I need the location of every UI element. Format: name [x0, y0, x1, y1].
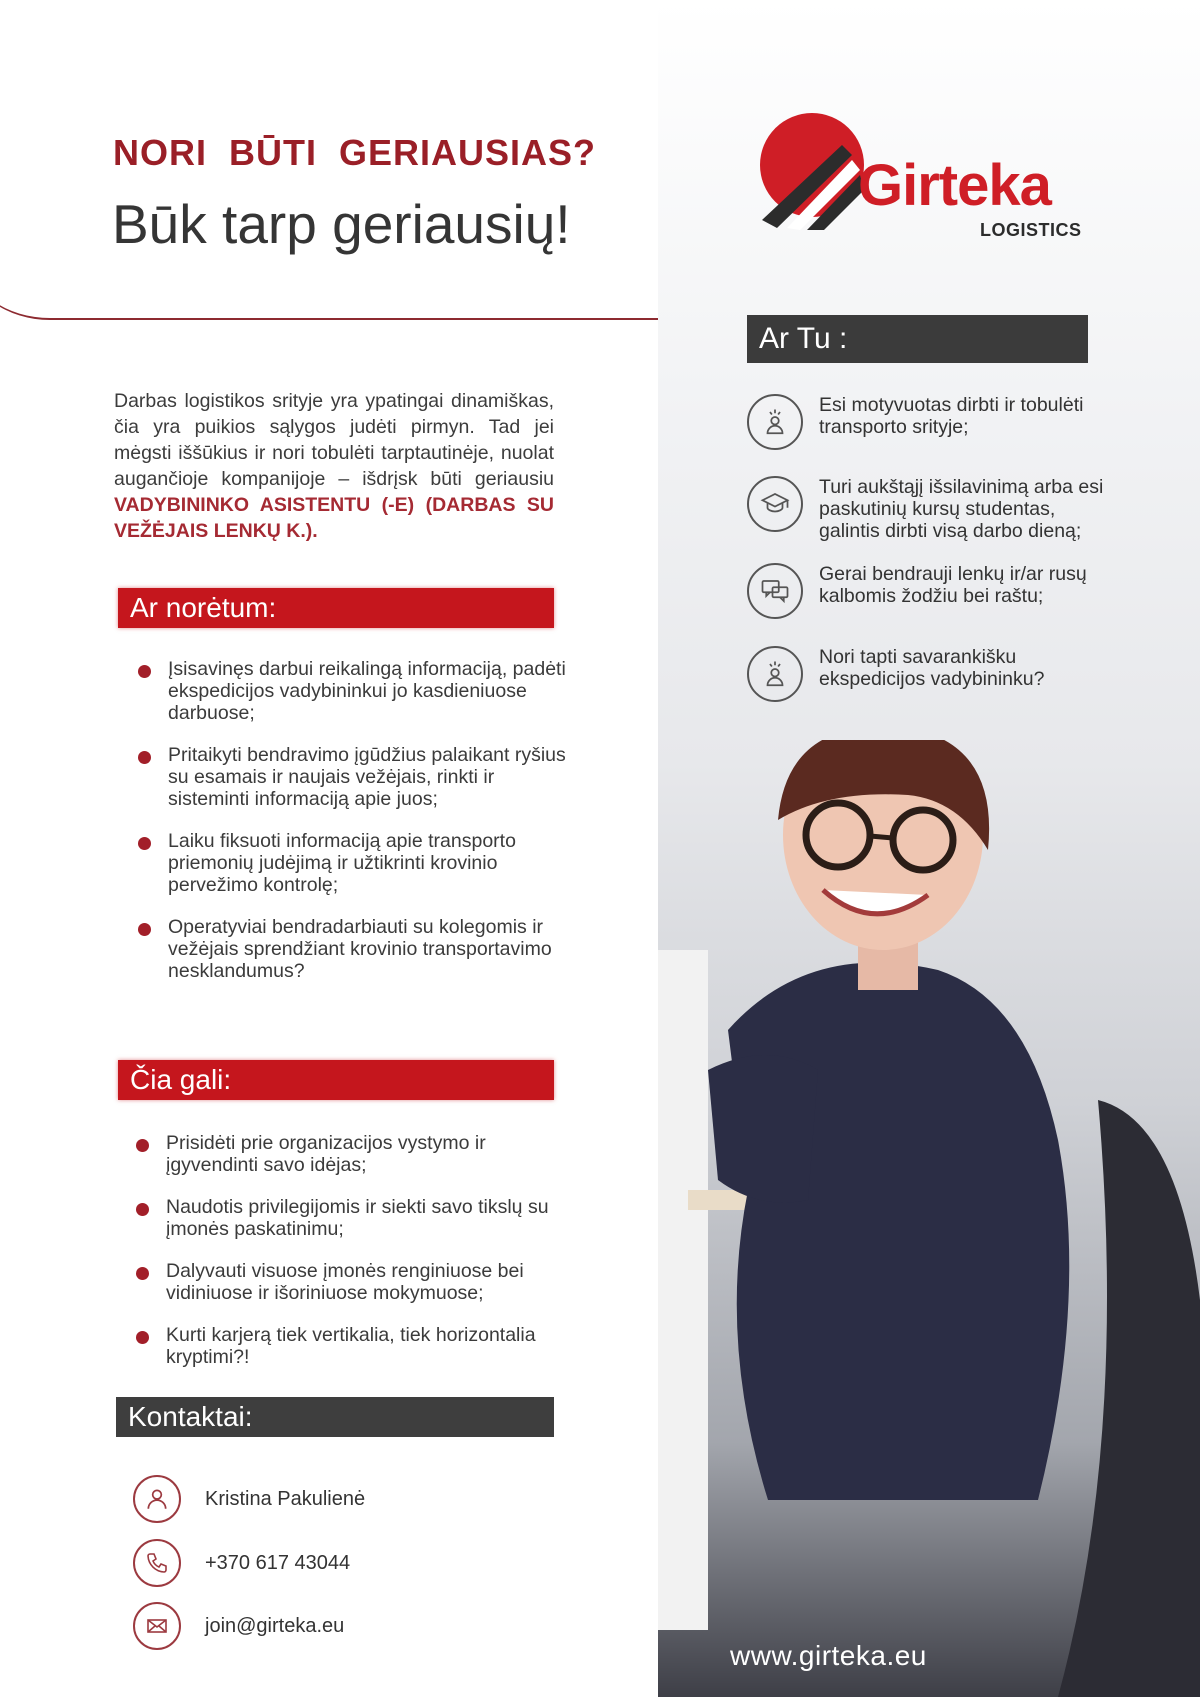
- bullet-dot-icon: [136, 1267, 149, 1280]
- contact-email[interactable]: join@girteka.eu: [205, 1614, 345, 1637]
- list-item-text: Operatyviai bendradarbiauti su kolegomis ir vežėjais sprendžiant krovinio transportavimo nesklandumus?: [168, 916, 552, 982]
- motivated-person-icon: [747, 394, 803, 450]
- list-item-text: Laiku fiksuoti informaciją apie transporto priemonių judėjimą ir užtikrinti krovinio pervežimo kontrolę;: [168, 830, 516, 896]
- right-panel: [658, 0, 1200, 1697]
- logo-subtitle: LOGISTICS: [980, 220, 1082, 240]
- would-like-list: [138, 658, 578, 982]
- logo-emblem-icon: [752, 110, 872, 230]
- phone-icon: [133, 1539, 181, 1587]
- list-item: [138, 658, 578, 724]
- girteka-logo: [752, 110, 1092, 250]
- list-item-text: Įsisavinęs darbui reikalingą informaciją, padėti ekspedicijos vadybininkui jo kasdieniuose darbuose;: [168, 658, 566, 724]
- section-title-here-you-can: Čia gali:: [118, 1060, 554, 1100]
- are-you-item-text: Nori tapti savarankišku ekspedicijos vadybininku?: [819, 646, 1045, 690]
- contact-phone-row: [133, 1539, 350, 1587]
- chat-bubbles-icon: [747, 563, 803, 619]
- are-you-item: [747, 646, 1109, 702]
- list-item: [138, 744, 578, 810]
- are-you-item-text: Gerai bendrauji lenkų ir/ar rusų kalbomis žodžiu bei raštu;: [819, 563, 1087, 607]
- woman-photo: [658, 740, 1200, 1697]
- mail-icon: [133, 1602, 181, 1650]
- graduation-cap-icon: [747, 476, 803, 532]
- list-item: [136, 1260, 576, 1304]
- person-icon: [133, 1475, 181, 1523]
- bullet-dot-icon: [136, 1331, 149, 1344]
- bullet-dot-icon: [138, 923, 151, 936]
- bullet-dot-icon: [138, 665, 151, 678]
- bullet-dot-icon: [136, 1139, 149, 1152]
- intro-paragraph: [114, 388, 554, 544]
- bullet-dot-icon: [138, 751, 151, 764]
- contact-name: Kristina Pakulienė: [205, 1487, 366, 1510]
- list-item-text: Kurti karjerą tiek vertikalia, tiek horizontalia kryptimi?!: [166, 1324, 536, 1368]
- intro-text: Darbas logistikos srityje yra ypatingai dinamiškas, čia yra puikios sąlygos judėti pirmyn. Tad jei mėgsti iššūkius ir nori tobulėti tarptautinėje, nuolat augančioje kompanijoje – išdrįsk būti geriausiu: [114, 390, 554, 490]
- contact-email-row: [133, 1602, 344, 1650]
- list-item: [138, 916, 578, 982]
- list-item: [136, 1196, 576, 1240]
- logo-wordmark: Girteka: [858, 153, 1051, 218]
- contact-phone[interactable]: +370 617 43044: [205, 1551, 351, 1574]
- section-title-would-like: Ar norėtum:: [118, 588, 554, 628]
- bullet-dot-icon: [136, 1203, 149, 1216]
- are-you-item: [747, 563, 1109, 619]
- headline-question: NORI BŪTI GERIAUSIAS?: [113, 132, 597, 173]
- list-item-text: Pritaikyti bendravimo įgūdžius palaikant ryšius su esamais ir naujais vežėjais, rinkti ir sisteminti informaciją apie juos;: [168, 744, 566, 810]
- are-you-item: [747, 394, 1109, 450]
- website-link[interactable]: www.girteka.eu: [730, 1640, 927, 1671]
- are-you-item: [747, 476, 1109, 542]
- here-you-can-list: [136, 1132, 576, 1368]
- list-item-text: Prisidėti prie organizacijos vystymo ir įgyvendinti savo idėjas;: [166, 1132, 486, 1176]
- section-title-are-you: Ar Tu :: [747, 315, 1088, 363]
- are-you-item-text: Esi motyvuotas dirbti ir tobulėti transporto srityje;: [819, 394, 1084, 438]
- list-item: [136, 1324, 576, 1368]
- are-you-item-text: Turi aukštąjį išsilavinimą arba esi paskutinių kursų studentas, galintis dirbti visą darbo dieną;: [819, 476, 1104, 542]
- list-item: [138, 830, 578, 896]
- headline-slogan: Būk tarp geriausių!: [112, 193, 571, 255]
- list-item: [136, 1132, 576, 1176]
- contact-person-row: [133, 1475, 365, 1523]
- motivated-person-icon: [747, 646, 803, 702]
- bullet-dot-icon: [138, 837, 151, 850]
- position-title: VADYBININKO ASISTENTU (-E) (DARBAS SU VEŽĖJAIS LENKŲ K.).: [114, 494, 554, 542]
- section-title-contacts: Kontaktai:: [116, 1397, 554, 1437]
- list-item-text: Naudotis privilegijomis ir siekti savo tikslų su įmonės paskatinimu;: [166, 1196, 549, 1240]
- list-item-text: Dalyvauti visuose įmonės renginiuose bei vidiniuose ir išoriniuose mokymuose;: [166, 1260, 524, 1304]
